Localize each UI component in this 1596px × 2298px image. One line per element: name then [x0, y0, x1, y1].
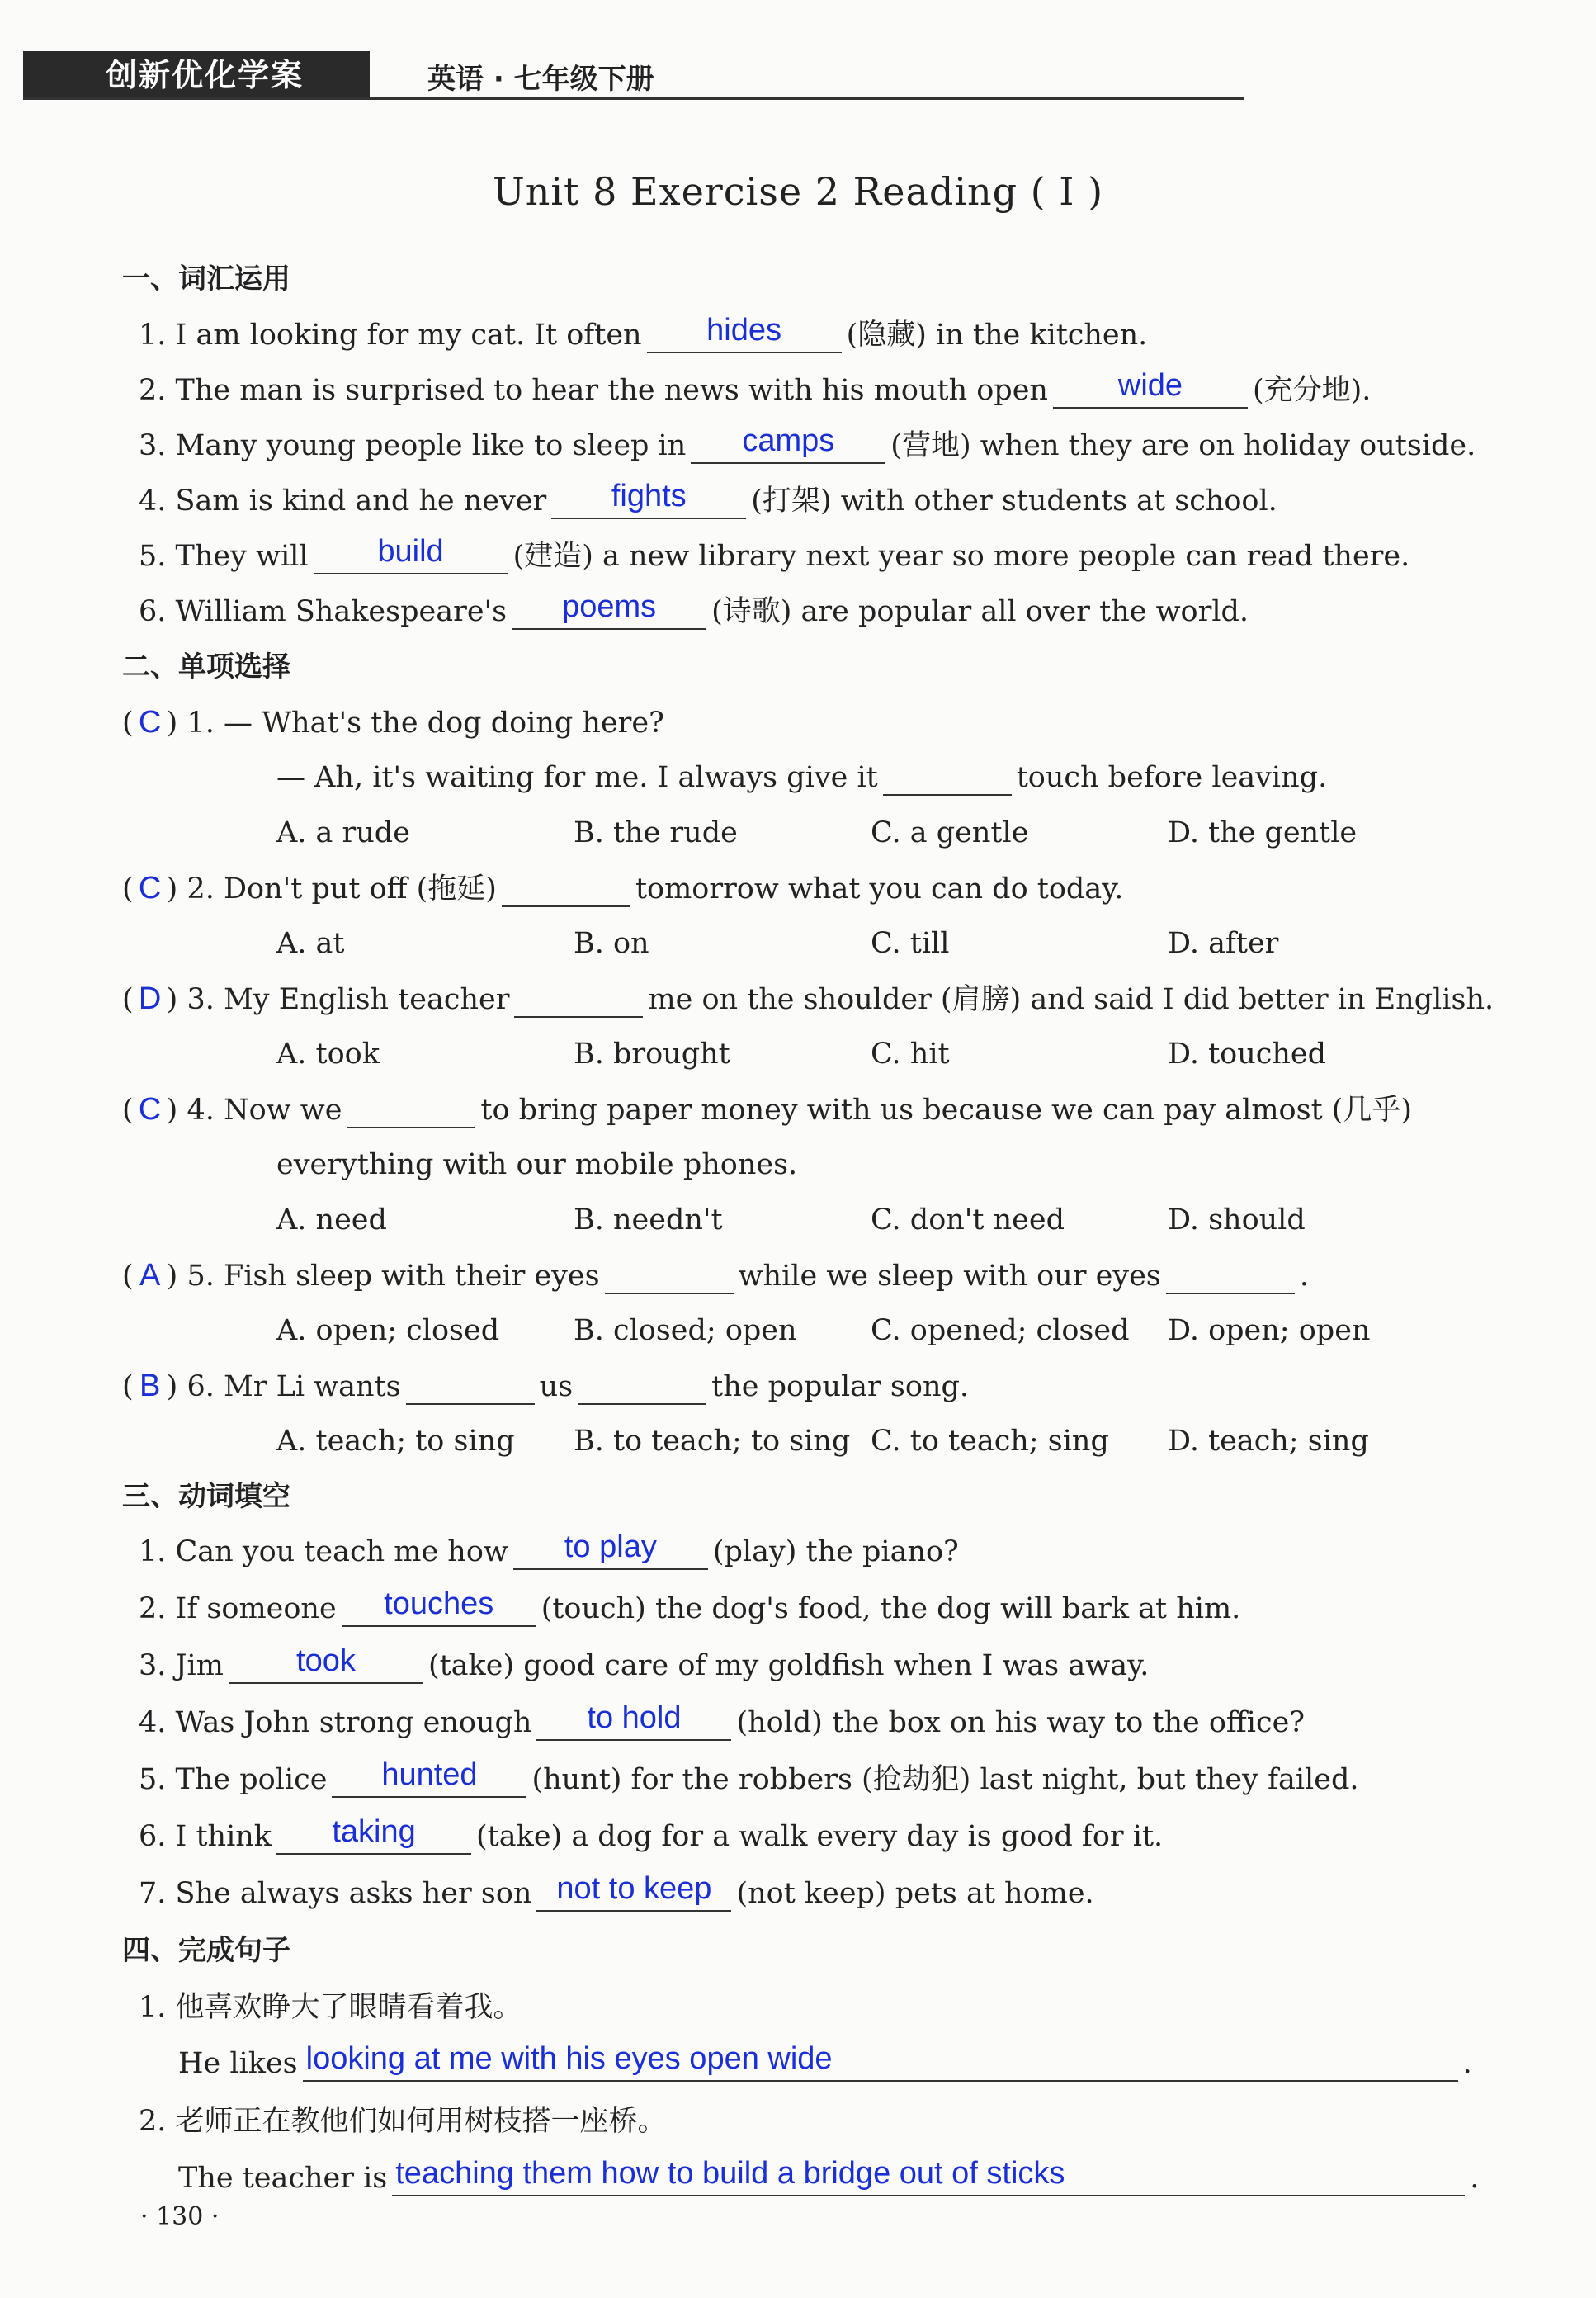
answer-blank[interactable]: [551, 479, 746, 519]
section-heading-verbs: 三、动词填空: [122, 1480, 290, 1513]
question-text: tomorrow what you can do today.: [635, 872, 1124, 905]
section-heading-vocab: 一、词汇运用: [122, 262, 290, 296]
question-text: (打架) with other students at school.: [751, 485, 1277, 518]
option-d[interactable]: D. the gentle: [1168, 816, 1358, 849]
mc-question: ( B ) 6. Mr Li wants us the popular song.: [122, 1369, 970, 1403]
option-d[interactable]: D. after: [1168, 927, 1279, 960]
sentence-item: [178, 2156, 1480, 2196]
verb-item: [139, 1643, 1150, 1684]
question-text: (hunt) for the robbers (抢劫犯) last night, but they failed.: [531, 1763, 1359, 1796]
mc-question: ( C ) 1. — What's the dog doing here?: [122, 705, 664, 740]
question-text: (not keep) pets at home.: [736, 1877, 1094, 1910]
answer-text: hunted: [381, 1757, 478, 1792]
mc-question-line: everything with our mobile phones.: [276, 1148, 798, 1181]
question-text: 2. Don't put off (拖延): [187, 872, 497, 905]
question-text: 1. — What's the dog doing here?: [187, 707, 664, 740]
answer-blank[interactable]: [303, 2041, 1458, 2082]
answer-blank[interactable]: [605, 1260, 734, 1294]
answer-blank[interactable]: [332, 1757, 526, 1798]
question-text: 6. Mr Li wants: [187, 1370, 401, 1403]
answer-blank[interactable]: [691, 423, 885, 464]
mc-question: ( C ) 2. Don't put off (拖延) tomorrow what you can do today.: [122, 871, 1124, 905]
question-text: (take) good care of my goldfish when I was away.: [427, 1649, 1150, 1682]
verb-item: [139, 1814, 1164, 1855]
question-text: while we sleep with our eyes: [738, 1260, 1161, 1293]
mc-question-line: [276, 759, 1327, 796]
option-c[interactable]: C. till: [871, 927, 950, 960]
answer-text: teaching them how to build a bridge out of sticks: [395, 2156, 1065, 2191]
question-text: me on the shoulder (肩膀) and said I did better in English.: [648, 983, 1494, 1016]
answer-blank[interactable]: [512, 589, 706, 630]
mc-answer[interactable]: C: [138, 705, 162, 740]
page-number: · 130 ·: [140, 2202, 220, 2231]
answer-text: looking at me with his eyes open wide: [305, 2041, 833, 2076]
answer-blank[interactable]: [392, 2156, 1465, 2196]
answer-blank[interactable]: [1166, 1260, 1295, 1294]
answer-blank[interactable]: [347, 1094, 475, 1128]
answer-text: wide: [1117, 368, 1183, 403]
option-b[interactable]: B. needn't: [574, 1203, 723, 1236]
header-rule: [23, 97, 1244, 100]
verb-item: [139, 1530, 959, 1570]
question-text: 2. The man is surprised to hear the news with his mouth open: [139, 374, 1048, 407]
page-header: [23, 51, 1244, 101]
mc-question: ( A ) 5. Fish sleep with their eyes while we sleep with our eyes .: [122, 1258, 1309, 1293]
answer-text: not to keep: [556, 1871, 712, 1906]
question-text: 4. Now we: [187, 1094, 342, 1127]
vocab-item: [139, 479, 1277, 519]
section-heading-sentences: 四、完成句子: [122, 1934, 290, 1967]
mc-answer[interactable]: A: [139, 1258, 161, 1293]
answer-blank[interactable]: [1053, 368, 1248, 409]
answer-blank[interactable]: [514, 983, 643, 1018]
verb-item: [139, 1871, 1094, 1912]
option-b[interactable]: B. the rude: [574, 816, 738, 849]
question-text: 4. Sam is kind and he never: [139, 485, 547, 518]
option-b[interactable]: B. to teach; to sing: [574, 1425, 851, 1458]
question-text: 1. I am looking for my cat. It often: [139, 319, 642, 352]
option-a[interactable]: A. open; closed: [276, 1314, 500, 1347]
question-text: 7. She always asks her son: [139, 1877, 532, 1910]
book-title: 英语 · 七年级下册: [427, 63, 654, 96]
answer-blank[interactable]: [883, 761, 1012, 796]
question-text: 6. William Shakespeare's: [139, 595, 508, 628]
question-text: (隐藏) in the kitchen.: [846, 319, 1148, 352]
mc-answer[interactable]: D: [138, 981, 162, 1016]
option-b[interactable]: B. brought: [574, 1038, 730, 1071]
answer-text: to hold: [587, 1700, 682, 1735]
question-text: .: [1470, 2162, 1480, 2195]
answer-text: hides: [706, 313, 781, 348]
vocab-item: [139, 589, 1249, 630]
question-text: 4. Was John strong enough: [139, 1706, 532, 1739]
answer-blank[interactable]: [229, 1643, 423, 1684]
option-d[interactable]: D. should: [1168, 1203, 1306, 1236]
question-text: touch before leaving.: [1016, 761, 1328, 794]
question-text: (充分地).: [1252, 374, 1372, 407]
answer-blank[interactable]: [502, 872, 630, 907]
sentence-prompt: 2. 老师正在教他们如何用树枝搭一座桥。: [139, 2105, 667, 2138]
answer-text: touches: [384, 1586, 494, 1621]
answer-blank[interactable]: [342, 1586, 536, 1627]
question-text: 3. Jim: [139, 1649, 224, 1682]
answer-text: build: [377, 534, 444, 569]
answer-text: camps: [742, 423, 835, 458]
sentence-item: [178, 2041, 1472, 2082]
question-text: (play) the piano?: [712, 1535, 959, 1568]
answer-blank[interactable]: [276, 1814, 471, 1855]
question-text: He likes: [178, 2047, 298, 2080]
option-c[interactable]: C. hit: [871, 1038, 950, 1071]
sentence-prompt: 1. 他喜欢睁大了眼睛看着我。: [139, 1991, 522, 2024]
option-c[interactable]: C. to teach; sing: [871, 1425, 1109, 1458]
vocab-item: [139, 423, 1476, 464]
answer-blank[interactable]: [578, 1370, 706, 1405]
answer-text: took: [296, 1643, 356, 1678]
option-a[interactable]: A. teach; to sing: [276, 1425, 515, 1458]
option-c[interactable]: C. opened; closed: [871, 1314, 1130, 1347]
section-heading-mc: 二、单项选择: [122, 650, 290, 683]
option-a[interactable]: A. need: [276, 1203, 387, 1236]
question-text: 5. Fish sleep with their eyes: [187, 1260, 600, 1293]
answer-text: poems: [562, 589, 657, 624]
question-text: (营地) when they are on holiday outside.: [890, 429, 1476, 462]
page-title: Unit 8 Exercise 2 Reading ( Ⅰ ): [492, 169, 1104, 214]
option-d[interactable]: D. touched: [1168, 1038, 1327, 1071]
question-text: 1. Can you teach me how: [139, 1535, 508, 1568]
question-text: 5. They will: [139, 540, 309, 573]
question-text: (建造) a new library next year so more people can read there.: [512, 540, 1410, 573]
question-text: (诗歌) are popular all over the world.: [711, 595, 1249, 628]
question-text: 6. I think: [139, 1820, 272, 1853]
mc-answer[interactable]: C: [138, 871, 162, 905]
vocab-item: [139, 368, 1372, 409]
verb-item: [139, 1757, 1359, 1798]
answer-blank[interactable]: [513, 1530, 708, 1570]
question-text: .: [1462, 2047, 1472, 2080]
question-text: (hold) the box on his way to the office?: [736, 1706, 1306, 1739]
question-text: 5. The police: [139, 1763, 328, 1796]
question-text: (take) a dog for a walk every day is good for it.: [476, 1820, 1164, 1853]
verb-item: [139, 1586, 1241, 1627]
answer-blank[interactable]: [647, 313, 842, 353]
mc-question: ( D ) 3. My English teacher me on the shoulder (肩膀) and said I did better in English.: [122, 981, 1494, 1016]
answer-text: taking: [332, 1814, 416, 1849]
question-text: the popular song.: [711, 1370, 970, 1403]
vocab-item: [139, 534, 1410, 574]
question-text: (touch) the dog's food, the dog will bark at him.: [541, 1592, 1241, 1625]
answer-blank[interactable]: [406, 1370, 535, 1405]
question-text: 3. Many young people like to sleep in: [139, 429, 687, 462]
mc-answer[interactable]: C: [138, 1092, 162, 1127]
question-text: to bring paper money with us because we can pay almost (几乎): [480, 1094, 1413, 1127]
option-c[interactable]: C. don't need: [871, 1203, 1065, 1236]
answer-text: fights: [611, 479, 687, 513]
answer-text: to play: [564, 1530, 657, 1564]
answer-blank[interactable]: [536, 1871, 731, 1912]
question-text: us: [539, 1370, 574, 1403]
question-text: — Ah, it's waiting for me. I always give it: [276, 761, 878, 794]
option-a[interactable]: A. a rude: [276, 816, 410, 849]
question-text: .: [1299, 1260, 1309, 1293]
vocab-item: [139, 313, 1148, 353]
option-d[interactable]: D. teach; sing: [1168, 1425, 1369, 1458]
question-text: 2. If someone: [139, 1592, 337, 1625]
option-c[interactable]: C. a gentle: [871, 816, 1029, 849]
brand-logo: 创新优化学案: [23, 51, 370, 99]
option-b[interactable]: B. closed; open: [574, 1314, 797, 1347]
verb-item: [139, 1700, 1306, 1741]
answer-blank[interactable]: [314, 534, 508, 574]
option-a[interactable]: A. took: [276, 1038, 380, 1071]
option-d[interactable]: D. open; open: [1168, 1314, 1371, 1347]
mc-answer[interactable]: B: [139, 1369, 161, 1403]
option-b[interactable]: B. on: [574, 927, 649, 960]
option-a[interactable]: A. at: [276, 927, 345, 960]
question-text: 3. My English teacher: [187, 983, 510, 1016]
mc-question: ( C ) 4. Now we to bring paper money with us because we can pay almost (几乎): [122, 1092, 1413, 1127]
answer-blank[interactable]: [536, 1700, 731, 1741]
question-text: The teacher is: [178, 2162, 388, 2195]
